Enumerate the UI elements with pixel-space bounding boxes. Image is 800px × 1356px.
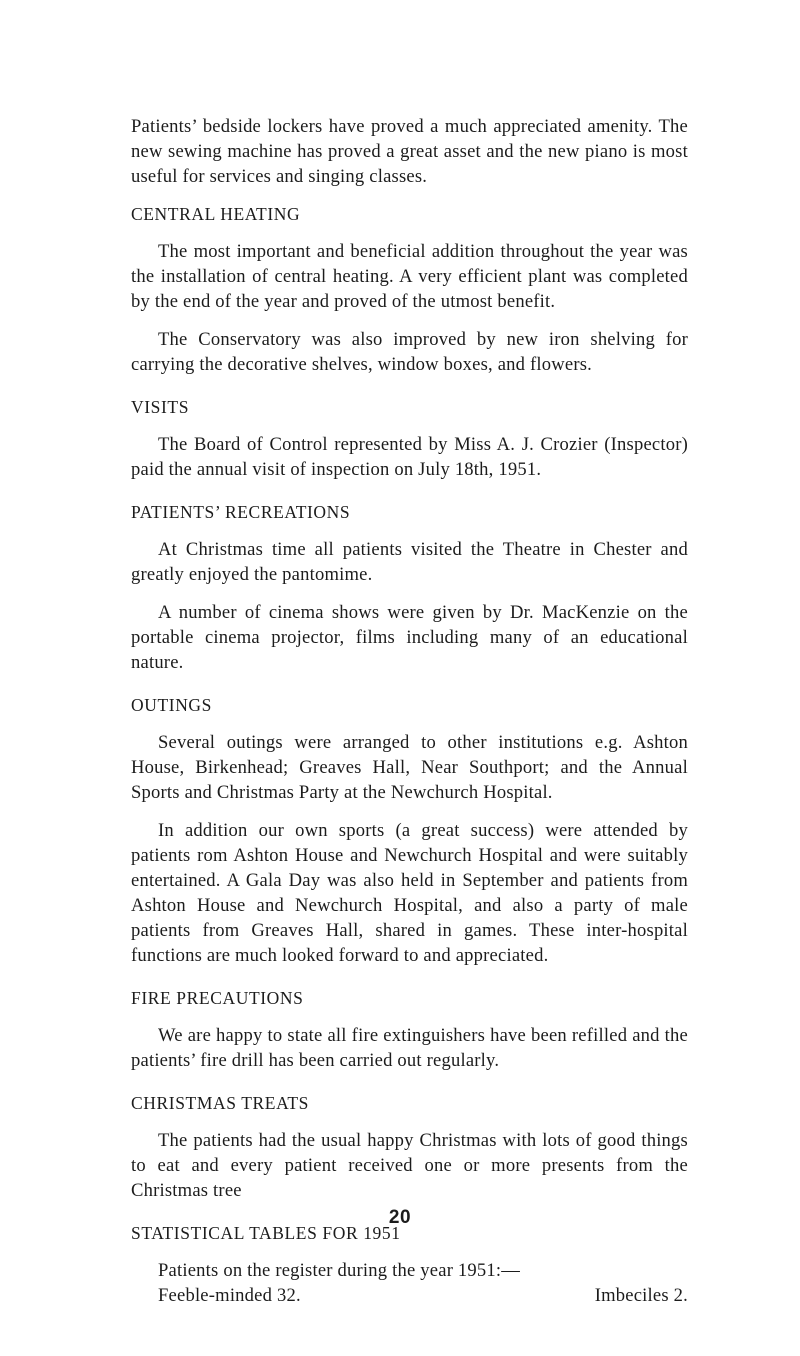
paragraph: The Board of Control represented by Miss A. J. Crozier (Inspector) paid the annual visit of inspection on July 18th, 1951. (131, 434, 688, 480)
section-outings (131, 693, 688, 968)
section-heading: FIRE PRECAUTIONS (131, 988, 304, 1008)
paragraph: A number of cinema shows were given by Dr. MacKenzie on the portable cinema projector, films including many of an educational nature. (131, 602, 688, 673)
paragraph: We are happy to state all fire extinguishers have been refilled and the patients’ fire drill has been carried out regularly. (131, 1025, 688, 1071)
paragraph: The most important and beneficial addition throughout the year was the installation of central heating. A very efficient plant was completed by the end of the year and proved of the utmost benefit. (131, 241, 688, 312)
section-heading: STATISTICAL TABLES FOR 1951 (131, 1223, 401, 1243)
section-heading: VISITS (131, 397, 190, 417)
section-heading: PATIENTS’ RECREATIONS (131, 502, 351, 522)
section-statistical-tables (131, 1221, 688, 1308)
page-number: 20 (388, 1207, 412, 1228)
stats-feeble-minded: Feeble-minded 32. (158, 1285, 301, 1306)
section-heading: CENTRAL HEATING (131, 204, 301, 224)
section-heading: OUTINGS (131, 695, 213, 715)
paragraph: Several outings were arranged to other institutions e.g. Ashton House, Birkenhead; Greaves Hall, Near Southport; and the Annual Sports and Christmas Party at the Newchurch Hospital. (131, 732, 688, 803)
section-patients-recreations (131, 500, 688, 675)
paragraph: The Conservatory was also improved by new iron shelving for carrying the decorative shelves, window boxes, and flowers. (131, 329, 688, 375)
intro-paragraph: Patients’ bedside lockers have proved a much appreciated amenity. The new sewing machine has proved a great asset and the new piano is most useful for services and singing classes. (131, 116, 688, 187)
paragraph: The patients had the usual happy Christmas with lots of good things to eat and every patient received one or more presents from the Christmas tree (131, 1130, 688, 1201)
paragraph: At Christmas time all patients visited the Theatre in Chester and greatly enjoyed the pantomime. (131, 539, 688, 585)
section-heading: CHRISTMAS TREATS (131, 1093, 309, 1113)
section-visits (131, 395, 688, 482)
paragraph: In addition our own sports (a great success) were attended by patients rom Ashton House and Newchurch Hospital and were suitably entertained. A Gala Day was also held in September and patients from Ashton House and Newchurch Hospital, and also a party of male patients from Greaves Hall, shared in games. These inter-hospital functions are much looked forward to and appreciated. (131, 820, 688, 966)
document-page (131, 114, 688, 1326)
section-central-heating (131, 202, 688, 377)
stats-imbeciles: Imbeciles 2. (594, 1285, 688, 1306)
stats-counts-row (131, 1283, 688, 1308)
stats-register-line: Patients on the register during the year 1951:— (158, 1260, 521, 1281)
section-fire-precautions (131, 986, 688, 1073)
section-christmas-treats (131, 1091, 688, 1203)
